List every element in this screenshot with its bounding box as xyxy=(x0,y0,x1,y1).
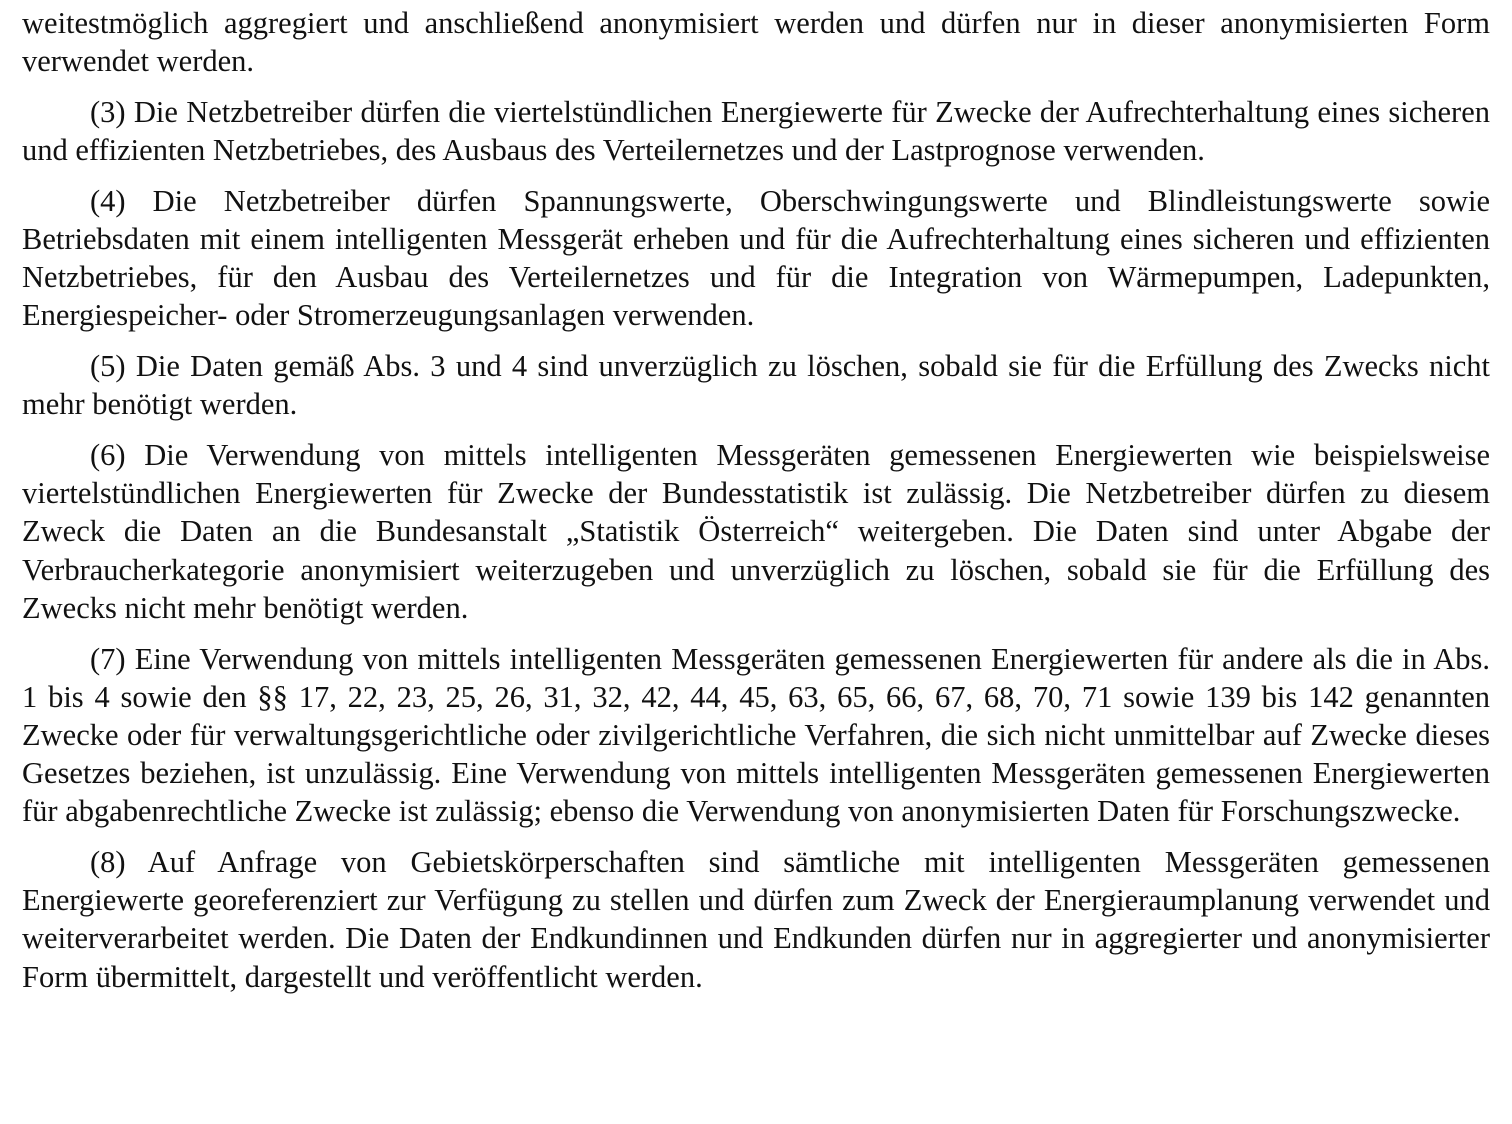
paragraph-5: (5) Die Daten gemäß Abs. 3 und 4 sind unverzüglich zu löschen, sobald sie für die Erfüllung des Zwecks nicht mehr benötigt werden. xyxy=(22,349,1490,422)
paragraph-8: (8) Auf Anfrage von Gebietskörperschaften sind sämtliche mit intelligenten Messgeräten gemessenen Energiewerte georeferenziert zur Verfügung zu stellen und dürfen zum Zweck der Energieraumplanung verwendet und weiterverarbeitet werden. Die Daten der Endkundinnen und Endkunden dürfen nur in aggregierter und anonymisierter Form übermittelt, dargestellt und veröffentlicht werden. xyxy=(22,845,1490,994)
paragraph-3: (3) Die Netzbetreiber dürfen die viertelstündlichen Energiewerte für Zwecke der Aufrechterhaltung eines sicheren und effizienten Netzbetriebes, des Ausbaus des Verteilernetzes und der Lastprognose verwenden. xyxy=(22,94,1490,168)
paragraph-continuation: weitestmöglich aggregiert und anschließend anonymisiert werden und dürfen nur in dieser anonymisierten Form verwendet werden. xyxy=(22,6,1490,79)
paragraph-7: (7) Eine Verwendung von mittels intelligenten Messgeräten gemessenen Energiewerten für andere als die in Abs. 1 bis 4 sowie den §§ 17, 22, 23, 25, 26, 31, 32, 42, 44, 45, 63, 65, 66, 67, 68, 70, 71 sowie 139 bis 142 genannten Zwecke oder für verwaltungsgerichtliche oder zivilgerichtliche Verfahren, die sich nicht unmittelbar auf Zwecke dieses Gesetzes beziehen, ist unzulässig. Eine Verwendung von mittels intelligenten Messgeräten gemessenen Energiewerten für abgabenrechtliche Zwecke ist zulässig; ebenso die Verwendung von anonymisierten Daten für Forschungszwecke. xyxy=(22,641,1490,829)
paragraph-4: (4) Die Netzbetreiber dürfen Spannungswerte, Oberschwingungswerte und Blindleistungswerte sowie Betriebsdaten mit einem intelligenten Messgerät erheben und für die Aufrechterhaltung eines sicheren und effizienten Netzbetriebes, für den Ausbau des Verteilernetzes und für die Integration von Wärmepumpen, Ladepunkten, Energiespeicher- oder Stromerzeugungsanlagen verwenden. xyxy=(22,183,1490,333)
document-page xyxy=(22,4,1490,996)
paragraph-6: (6) Die Verwendung von mittels intelligenten Messgeräten gemessenen Energiewerten wie beispielsweise viertelstündlichen Energiewerten für Zwecke der Bundesstatistik ist zulässig. Die Netzbetreiber dürfen zu diesem Zweck die Daten an die Bundesanstalt „Statistik Österreich“ weitergeben. Die Daten sind unter Abgabe der Verbraucherkategorie anonymisiert weiterzugeben und unverzüglich zu löschen, sobald sie für die Erfüllung des Zwecks nicht mehr benötigt werden. xyxy=(22,438,1490,625)
